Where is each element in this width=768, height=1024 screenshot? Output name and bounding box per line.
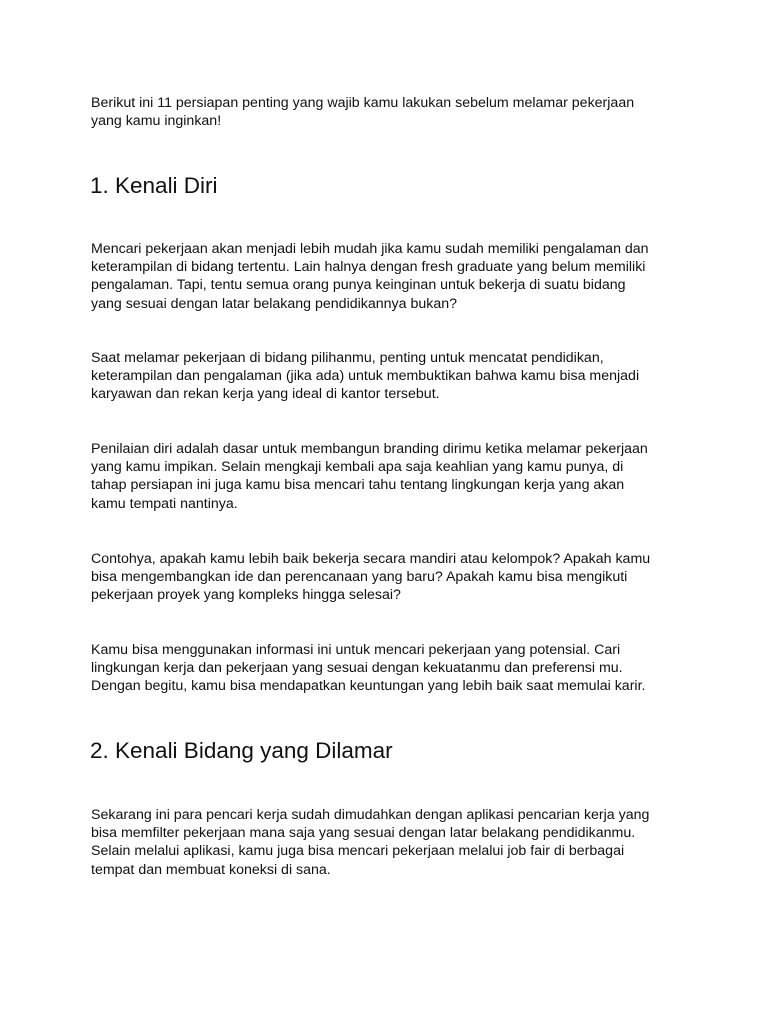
section-1-paragraph-3: Penilaian diri adalah dasar untuk membangun branding dirimu ketika melamar pekerjaan yang kamu impikan. Selain mengkaji kembali apa saja keahlian yang kamu punya, di tahap persiapan ini juga kamu bisa mencari tahu tentang lingkungan kerja yang akan kamu tempati nantinya. — [91, 441, 648, 512]
section-1-paragraph-1: Mencari pekerjaan akan menjadi lebih mudah jika kamu sudah memiliki pengalaman dan keterampilan di bidang tertentu. Lain halnya dengan fresh graduate yang belum memiliki pengalaman. Tapi, tentu semua orang punya keinginan untuk bekerja di suatu bidang yang sesuai dengan latar belakang pendidikannya bukan? — [91, 241, 649, 312]
intro-paragraph: Berikut ini 11 persiapan penting yang wajib kamu lakukan sebelum melamar pekerjaan yang kamu inginkan! — [91, 95, 635, 130]
section-1-paragraph-2: Saat melamar pekerjaan di bidang pilihanmu, penting untuk mencatat pendidikan, keterampilan dan pengalaman (jika ada) untuk membuktikan bahwa kamu bisa menjadi karyawan dan rekan kerja yang ideal di kantor tersebut. — [91, 350, 640, 403]
section-2-paragraph-1: Sekarang ini para pencari kerja sudah dimudahkan dengan aplikasi pencarian kerja yang bisa memfilter pekerjaan mana saja yang sesuai dengan latar belakang pendidikanmu. Selain melalui aplikasi, kamu juga bisa mencari pekerjaan melalui job fair di berbagai tempat dan membuat koneksi di sana. — [91, 807, 650, 878]
section-1-heading: 1. Kenali Diri — [90, 173, 218, 198]
section-1-paragraph-4: Contohya, apakah kamu lebih baik bekerja secara mandiri atau kelompok? Apakah kamu bisa mengembangkan ide dan perencanaan yang baru? Apakah kamu bisa mengikuti pekerjaan proyek yang kompleks hingga selesai? — [91, 551, 651, 604]
section-1-paragraph-5: Kamu bisa menggunakan informasi ini untuk mencari pekerjaan yang potensial. Cari lingkungan kerja dan pekerjaan yang sesuai dengan kekuatanmu dan preferensi mu. Dengan begitu, kamu bisa mendapatkan keuntungan yang lebih baik saat memulai karir. — [91, 642, 646, 695]
section-2-heading: 2. Kenali Bidang yang Dilamar — [90, 738, 393, 763]
